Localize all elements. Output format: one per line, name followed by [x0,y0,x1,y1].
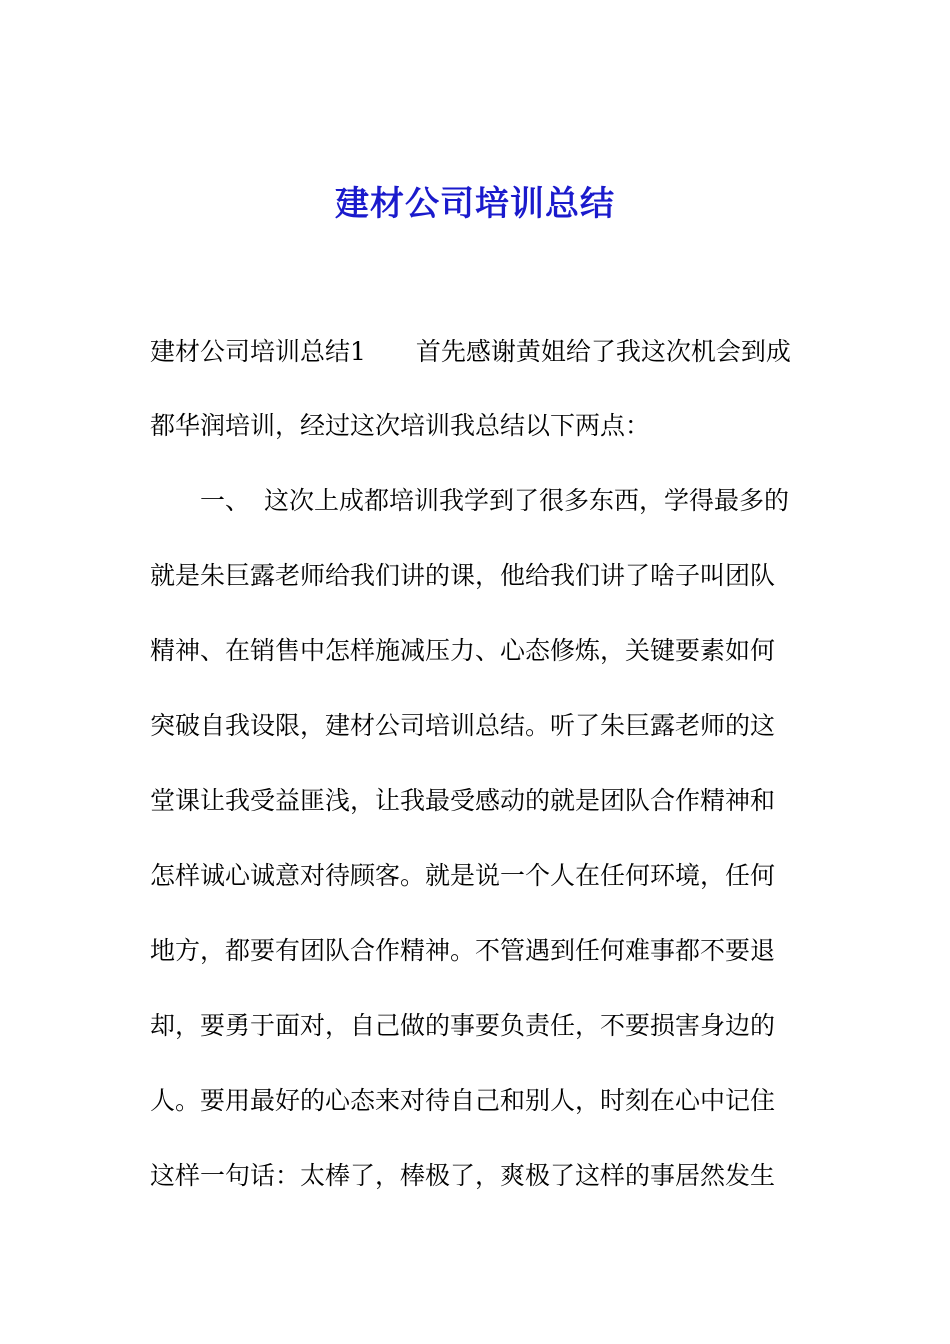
paragraph-line: 都华润培训，经过这次培训我总结以下两点： [150,411,651,440]
paragraph-line [150,332,830,372]
paragraph-line: 却，要勇于面对，自己做的事要负责任，不要损害身边的 [150,1011,776,1040]
paragraph-line: 怎样诚心诚意对待顾客。就是说一个人在任何环境，任何 [150,861,776,890]
paragraph-line: 这样一句话：太棒了，棒极了，爽极了这样的事居然发生 [150,1161,776,1190]
paragraph-line: 精神、在销售中怎样施减压力、心态修炼，关键要素如何 [150,636,776,665]
document-title: 建材公司培训总结 [335,184,615,224]
paragraph-line: 就是朱巨露老师给我们讲的课，他给我们讲了啥子叫团队 [150,561,776,590]
paragraph-line: 人。要用最好的心态来对待自己和别人，时刻在心中记住 [150,1086,776,1115]
paragraph-text: 这次上成都培训我学到了很多东西，学得最多的 [264,486,790,515]
paragraph-line: 地方，都要有团队合作精神。不管遇到任何难事都不要退 [150,936,776,965]
paragraph-line: 突破自我设限，建材公司培训总结。听了朱巨露老师的这 [150,711,776,740]
list-marker: 一、 [200,486,251,515]
paragraph-text: 首先感谢黄姐给了我这次机会到成 [415,337,791,366]
list-item-line [150,481,830,521]
paragraph-line: 堂课让我受益匪浅，让我最受感动的就是团队合作精神和 [150,786,776,815]
section-heading-label: 建材公司培训总结1 [150,337,366,366]
